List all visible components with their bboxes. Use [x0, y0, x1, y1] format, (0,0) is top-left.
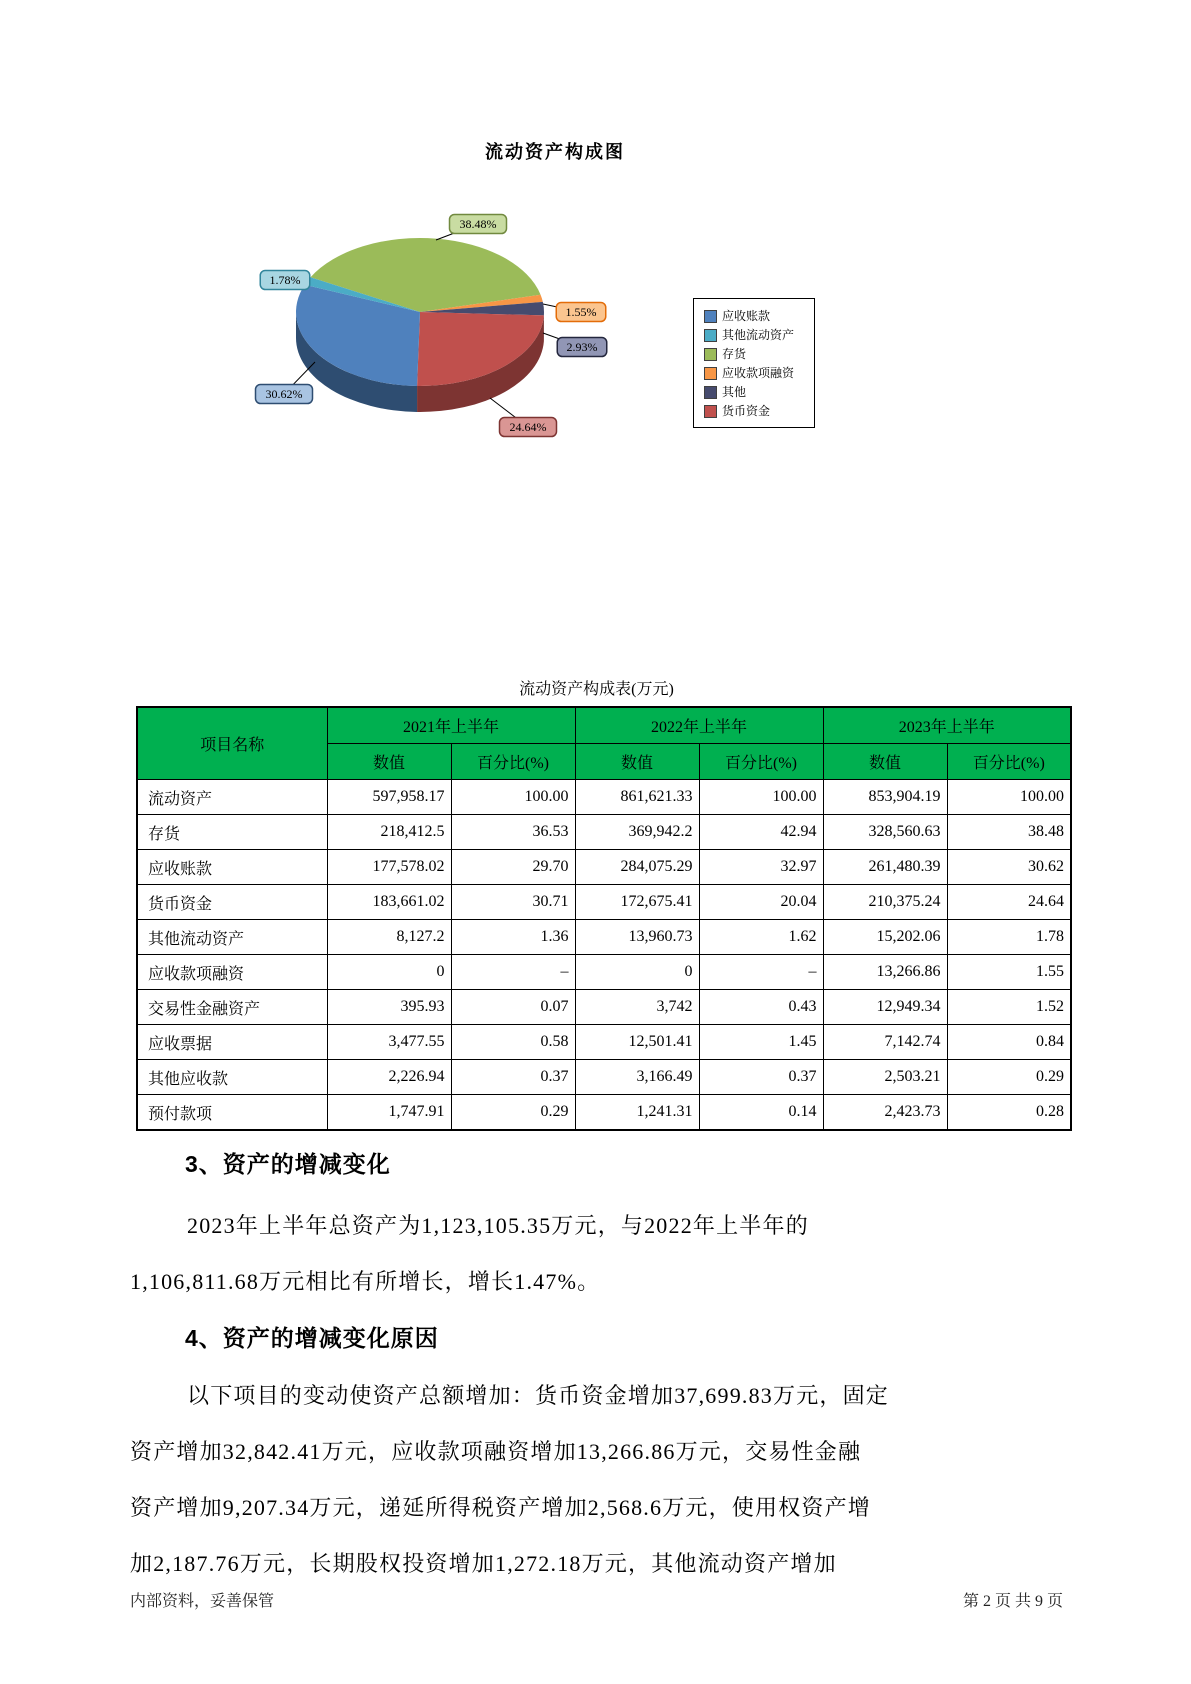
- row-value-cell: 13,960.73: [575, 920, 699, 955]
- paragraph-line: 加2,187.76万元，长期股权投资增加1,272.18万元，其他流动资产增加: [130, 1551, 837, 1576]
- pie-label-text-yingshoukuanxiangrongzi: 1.55%: [565, 305, 597, 319]
- legend-item-1: [704, 326, 808, 345]
- row-value-cell: 1.52: [947, 990, 1071, 1025]
- pie-label-text-qita: 2.93%: [566, 340, 598, 354]
- row-value-cell: 29.70: [451, 850, 575, 885]
- legend-item-2: [704, 345, 808, 364]
- pie-label-text-yingshouzhangkuan: 30.62%: [265, 387, 303, 401]
- row-value-cell: 38.48: [947, 815, 1071, 850]
- row-value-cell: 3,166.49: [575, 1060, 699, 1095]
- row-value-cell: 1.55: [947, 955, 1071, 990]
- table-row: [137, 780, 1071, 815]
- row-value-cell: 210,375.24: [823, 885, 947, 920]
- table-corner-header: 项目名称: [137, 707, 327, 780]
- table-sub-header-1-0: 数值: [575, 744, 699, 780]
- table-sub-header-0-1: 百分比(%): [451, 744, 575, 780]
- table-row: [137, 850, 1071, 885]
- table-row: [137, 955, 1071, 990]
- row-value-cell: 100.00: [699, 780, 823, 815]
- row-value-cell: 32.97: [699, 850, 823, 885]
- section-3-heading: 3、资产的增减变化: [185, 1151, 391, 1177]
- table-row: [137, 885, 1071, 920]
- chart-legend: [693, 298, 815, 428]
- row-name-cell: 流动资产: [137, 780, 327, 815]
- row-name-cell: 其他流动资产: [137, 920, 327, 955]
- table-sub-header-0-0: 数值: [327, 744, 451, 780]
- legend-item-0: [704, 307, 808, 326]
- row-value-cell: 218,412.5: [327, 815, 451, 850]
- row-value-cell: 0.14: [699, 1095, 823, 1131]
- legend-swatch-icon: [704, 405, 717, 418]
- table-body: [137, 780, 1071, 1131]
- row-value-cell: 0.29: [451, 1095, 575, 1131]
- pie-label-text-cunhuo: 38.48%: [459, 217, 497, 231]
- row-value-cell: 30.62: [947, 850, 1071, 885]
- row-value-cell: 3,742: [575, 990, 699, 1025]
- table-row: [137, 1025, 1071, 1060]
- row-value-cell: 861,621.33: [575, 780, 699, 815]
- row-value-cell: 0: [575, 955, 699, 990]
- row-value-cell: 183,661.02: [327, 885, 451, 920]
- row-value-cell: 1.45: [699, 1025, 823, 1060]
- row-value-cell: 0.58: [451, 1025, 575, 1060]
- row-name-cell: 交易性金融资产: [137, 990, 327, 1025]
- footer-page-number: 第 2 页 共 9 页: [962, 1593, 1063, 1610]
- row-name-cell: 应收账款: [137, 850, 327, 885]
- legend-swatch-icon: [704, 329, 717, 342]
- legend-swatch-icon: [704, 367, 717, 380]
- chart-title: 流动资产构成图: [485, 142, 625, 162]
- legend-label: 货币资金: [722, 404, 771, 418]
- table-row: [137, 1095, 1071, 1131]
- row-name-cell: 货币资金: [137, 885, 327, 920]
- page-footer: [130, 1588, 1063, 1611]
- row-value-cell: 1.78: [947, 920, 1071, 955]
- pie-label-text-qitaliudongzichan: 1.78%: [269, 273, 301, 287]
- row-value-cell: 8,127.2: [327, 920, 451, 955]
- row-value-cell: 261,480.39: [823, 850, 947, 885]
- legend-label: 其他流动资产: [722, 328, 795, 342]
- row-value-cell: 1,241.31: [575, 1095, 699, 1131]
- row-value-cell: 1.36: [451, 920, 575, 955]
- row-value-cell: 24.64: [947, 885, 1071, 920]
- row-value-cell: 0.43: [699, 990, 823, 1025]
- row-name-cell: 其他应收款: [137, 1060, 327, 1095]
- legend-swatch-icon: [704, 310, 717, 323]
- table-group-header-1: 2022年上半年: [575, 707, 823, 744]
- pie-label-text-huobizijin: 24.64%: [509, 420, 547, 434]
- table-row: [137, 990, 1071, 1025]
- row-value-cell: 0.84: [947, 1025, 1071, 1060]
- section-4-paragraph: [130, 1368, 1075, 1592]
- row-value-cell: 30.71: [451, 885, 575, 920]
- row-value-cell: 42.94: [699, 815, 823, 850]
- row-value-cell: 395.93: [327, 990, 451, 1025]
- row-name-cell: 应收款项融资: [137, 955, 327, 990]
- paragraph-line: 以下项目的变动使资产总额增加：货币资金增加37,699.83万元，固定: [187, 1383, 890, 1408]
- table-head: [137, 707, 1071, 780]
- legend-label: 其他: [722, 385, 747, 399]
- row-value-cell: 12,501.41: [575, 1025, 699, 1060]
- row-value-cell: 0.37: [451, 1060, 575, 1095]
- pie-chart-block: [130, 130, 1063, 475]
- table-group-header-2: 2023年上半年: [823, 707, 1071, 744]
- table-sub-header-1-1: 百分比(%): [699, 744, 823, 780]
- row-value-cell: 0.28: [947, 1095, 1071, 1131]
- row-value-cell: –: [451, 955, 575, 990]
- legend-item-3: [704, 364, 808, 383]
- table-row: [137, 1060, 1071, 1095]
- row-value-cell: 20.04: [699, 885, 823, 920]
- row-value-cell: 0.07: [451, 990, 575, 1025]
- legend-swatch-icon: [704, 386, 717, 399]
- row-value-cell: 177,578.02: [327, 850, 451, 885]
- row-value-cell: 1.62: [699, 920, 823, 955]
- paragraph-line: 资产增加32,842.41万元，应收款项融资增加13,266.86万元，交易性金融: [130, 1439, 862, 1464]
- row-name-cell: 应收票据: [137, 1025, 327, 1060]
- legend-label: 应收账款: [722, 309, 771, 323]
- paragraph-line: 2023年上半年总资产为1,123,105.35万元，与2022年上半年的: [187, 1213, 809, 1238]
- legend-swatch-icon: [704, 348, 717, 361]
- row-value-cell: 328,560.63: [823, 815, 947, 850]
- row-value-cell: 1,747.91: [327, 1095, 451, 1131]
- legend-label: 应收款项融资: [722, 366, 795, 380]
- legend-label: 存货: [722, 347, 747, 361]
- row-value-cell: 36.53: [451, 815, 575, 850]
- row-value-cell: 100.00: [451, 780, 575, 815]
- paragraph-line: 1,106,811.68万元相比有所增长，增长1.47%。: [130, 1269, 601, 1294]
- table-title: 流动资产构成表(万元): [519, 681, 674, 698]
- row-value-cell: 15,202.06: [823, 920, 947, 955]
- row-value-cell: 3,477.55: [327, 1025, 451, 1060]
- table-sub-header-2-1: 百分比(%): [947, 744, 1071, 780]
- current-assets-table: [136, 706, 1072, 1131]
- row-value-cell: 2,503.21: [823, 1060, 947, 1095]
- row-value-cell: 853,904.19: [823, 780, 947, 815]
- row-value-cell: 284,075.29: [575, 850, 699, 885]
- row-value-cell: –: [699, 955, 823, 990]
- row-value-cell: 100.00: [947, 780, 1071, 815]
- row-value-cell: 0.29: [947, 1060, 1071, 1095]
- footer-confidential-note: 内部资料，妥善保管: [130, 1593, 275, 1610]
- paragraph-line: 资产增加9,207.34万元，递延所得税资产增加2,568.6万元，使用权资产增: [130, 1495, 872, 1520]
- table-row: [137, 920, 1071, 955]
- table-row: [137, 815, 1071, 850]
- row-value-cell: 0: [327, 955, 451, 990]
- row-value-cell: 12,949.34: [823, 990, 947, 1025]
- row-value-cell: 172,675.41: [575, 885, 699, 920]
- legend-item-4: [704, 383, 808, 402]
- row-name-cell: 预付款项: [137, 1095, 327, 1131]
- row-value-cell: 2,423.73: [823, 1095, 947, 1131]
- row-value-cell: 597,958.17: [327, 780, 451, 815]
- section-3-paragraph: [130, 1198, 1075, 1310]
- row-value-cell: 369,942.2: [575, 815, 699, 850]
- row-value-cell: 0.37: [699, 1060, 823, 1095]
- row-value-cell: 2,226.94: [327, 1060, 451, 1095]
- section-4-heading: 4、资产的增减变化原因: [185, 1325, 439, 1351]
- table-group-header-0: 2021年上半年: [327, 707, 575, 744]
- table-sub-header-2-0: 数值: [823, 744, 947, 780]
- row-name-cell: 存货: [137, 815, 327, 850]
- legend-item-5: [704, 402, 808, 421]
- row-value-cell: 13,266.86: [823, 955, 947, 990]
- pie-svg: [130, 130, 1063, 475]
- row-value-cell: 7,142.74: [823, 1025, 947, 1060]
